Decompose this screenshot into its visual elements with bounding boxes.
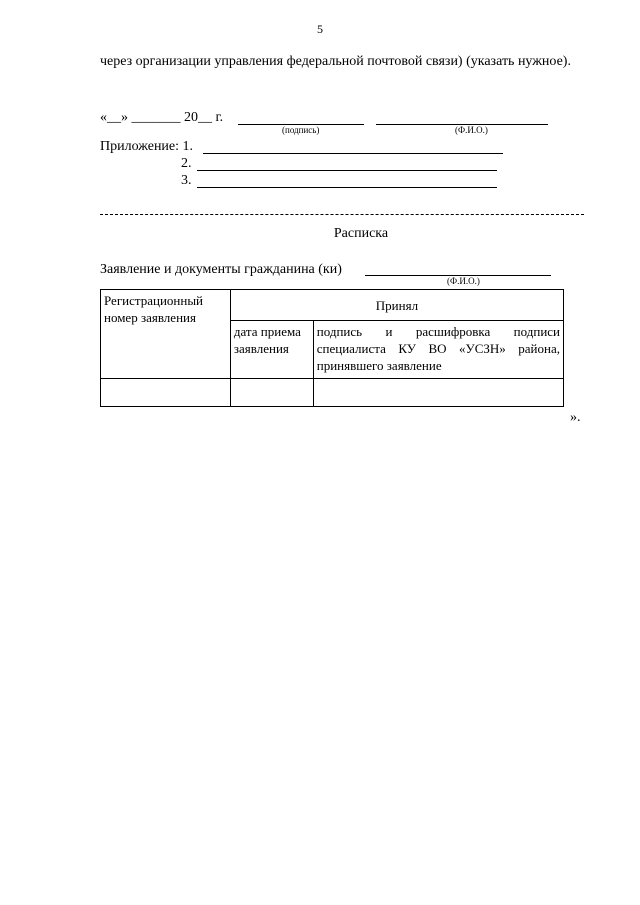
fio-caption: (Ф.И.О.)	[455, 125, 488, 135]
receipt-title: Расписка	[333, 226, 389, 241]
attachment-line-2	[197, 170, 497, 171]
table-cell-empty-registration	[101, 379, 231, 407]
attachment-number-3: 3.	[181, 173, 192, 188]
date-placeholder: «__» _______ 20__ г.	[100, 110, 224, 125]
attachment-number-2: 2.	[181, 156, 192, 171]
cut-line-divider	[100, 214, 584, 215]
group-header-accepted: Принял	[230, 290, 563, 321]
col-header-registration-number: Регистрационный номер заявления	[101, 290, 231, 379]
closing-quote: ».	[570, 410, 581, 425]
signature-caption: (подпись)	[282, 125, 320, 135]
page-number: 5	[317, 22, 323, 36]
receipt-table	[100, 289, 564, 407]
table-cell-empty-signature	[313, 379, 563, 407]
col-header-specialist-signature: подпись и расшифровка подписи специалиста КУ ВО «УСЗН» района, принявшего заявление	[313, 321, 563, 379]
attachment-line-1	[203, 153, 503, 154]
body-paragraph: через организации управления федеральной почтовой связи) (указать нужное).	[100, 54, 571, 69]
receipt-fio-caption: (Ф.И.О.)	[447, 276, 480, 286]
table-cell-empty-date	[230, 379, 313, 407]
receipt-statement: Заявление и документы гражданина (ки)	[100, 262, 342, 277]
col-header-acceptance-date: дата приема заявления	[230, 321, 313, 379]
attachments-label: Приложение: 1.	[100, 139, 194, 154]
attachment-line-3	[197, 187, 497, 188]
